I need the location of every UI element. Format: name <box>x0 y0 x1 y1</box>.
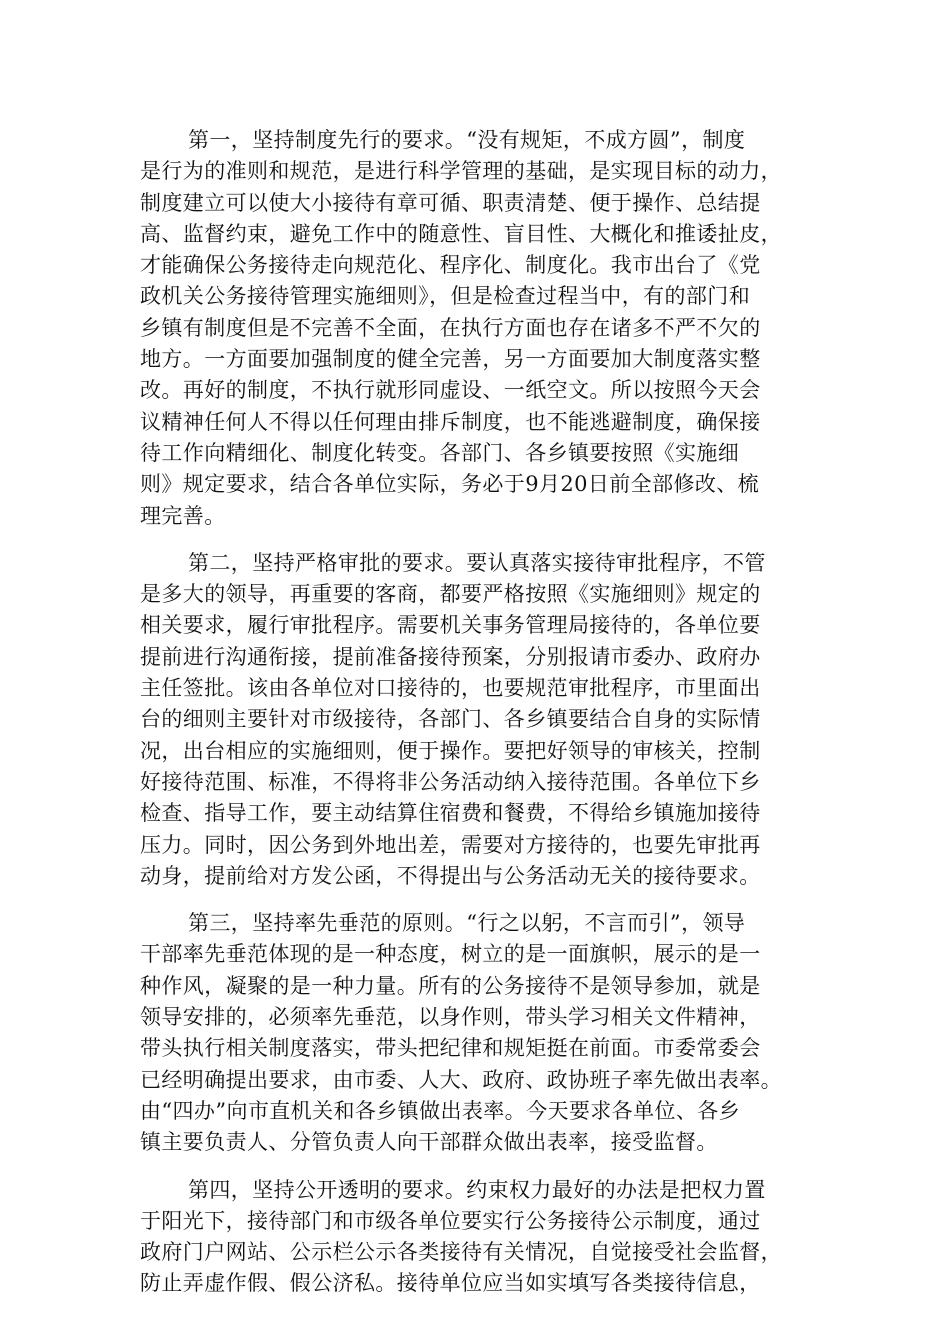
paragraph-line: 高、监督约束，避免工作中的随意性、盲目性、大概化和推诿扯皮， <box>140 221 782 246</box>
paragraph-line: 改。再好的制度，不执行就形同虚设、一纸空文。所以按照今天会 <box>140 378 761 403</box>
paragraph-line: 第三，坚持率先垂范的原则。“行之以躬，不言而引”，领导 <box>188 911 746 936</box>
paragraph-line: 好接待范围、标准，不得将非公务活动纳入接待范围。各单位下乡 <box>140 769 761 794</box>
paragraph-line: 种作风，凝聚的是一种力量。所有的公务接待不是领导参加，就是 <box>140 973 761 998</box>
paragraph-line: 镇主要负责人、分管负责人向干部群众做出表率，接受监督。 <box>140 1130 718 1155</box>
document-body <box>140 125 810 1316</box>
paragraph-line: 已经明确提出要求，由市委、人大、政府、政协班子率先做出表率。 <box>140 1067 782 1092</box>
paragraph-line: 议精神任何人不得以任何理由排斥制度，也不能逃避制度，确保接 <box>140 409 761 434</box>
paragraph-line: 台的细则主要针对市级接待，各部门、各乡镇要结合自身的实际情 <box>140 707 761 732</box>
paragraph-line: 压力。同时，因公务到外地出差，需要对方接待的，也要先审批再 <box>140 832 761 857</box>
paragraph-line: 况，出台相应的实施细则，便于操作。要把好领导的审核关，控制 <box>140 738 761 763</box>
paragraph-line: 动身，提前给对方发公函，不得提出与公务活动无关的接待要求。 <box>140 863 761 888</box>
paragraph-line: 第一，坚持制度先行的要求。“没有规矩，不成方圆”，制度 <box>188 128 746 152</box>
paragraph-3 <box>140 908 810 1158</box>
paragraph-line: 提前进行沟通衔接，提前准备接待预案，分别报请市委办、政府办 <box>140 644 761 669</box>
paragraph-line: 于阳光下，接待部门和市级各单位要实行公务接待公示制度，通过 <box>140 1208 761 1233</box>
paragraph-line: 是行为的准则和规范，是进行科学管理的基础，是实现目标的动力， <box>140 159 782 184</box>
paragraph-line: 乡镇有制度但是不完善不全面，在执行方面也存在诸多不严不欠的 <box>140 315 761 340</box>
paragraph-line: 则》规定要求，结合各单位实际，务必于9月20日前全部修改、梳 <box>140 472 760 497</box>
paragraph-line: 才能确保公务接待走向规范化、程序化、制度化。我市出台了《党 <box>140 253 761 278</box>
paragraph-line: 由“四办”向市直机关和各乡镇做出表率。今天要求各单位、各乡 <box>140 1098 741 1123</box>
paragraph-4 <box>140 1175 810 1300</box>
paragraph-line: 检查、指导工作，要主动结算住宿费和餐费，不得给乡镇施加接待 <box>140 801 761 826</box>
paragraph-line: 是多大的领导，再重要的客商，都要严格按照《实施细则》规定的 <box>140 582 761 607</box>
paragraph-line: 第二，坚持严格审批的要求。要认真落实接待审批程序，不管 <box>188 550 766 575</box>
paragraph-line: 地方。一方面要加强制度的健全完善，另一方面要加大制度落实整 <box>140 347 761 372</box>
paragraph-line: 第四，坚持公开透明的要求。约束权力最好的办法是把权力置 <box>188 1177 766 1202</box>
paragraph-line: 政府门户网站、公示栏公示各类接待有关情况，自觉接受社会监督， <box>140 1240 782 1265</box>
paragraph-1 <box>140 125 810 532</box>
paragraph-line: 主任签批。该由各单位对口接待的，也要规范审批程序，市里面出 <box>140 676 761 701</box>
paragraph-line: 待工作向精细化、制度化转变。各部门、各乡镇要按照《实施细 <box>140 440 740 465</box>
paragraph-line: 相关要求，履行审批程序。需要机关事务管理局接待的，各单位要 <box>140 613 761 638</box>
paragraph-line: 带头执行相关制度落实，带头把纪律和规矩挺在前面。市委常委会 <box>140 1036 761 1061</box>
paragraph-line: 制度建立可以使大小接待有章可循、职责清楚、便于操作、总结提 <box>140 190 761 215</box>
paragraph-line: 理完善。 <box>140 503 226 528</box>
paragraph-line: 政机关公务接待管理实施细则》，但是检查过程当中，有的部门和 <box>140 284 751 309</box>
paragraph-line: 领导安排的，必须率先垂范，以身作则，带头学习相关文件精神， <box>140 1005 761 1030</box>
paragraph-line: 干部率先垂范体现的是一种态度，树立的是一面旗帜，展示的是一 <box>140 942 761 967</box>
paragraph-2 <box>140 548 810 892</box>
paragraph-line: 防止弄虚作假、假公济私。接待单位应当如实填写各类接待信息， <box>140 1271 761 1296</box>
